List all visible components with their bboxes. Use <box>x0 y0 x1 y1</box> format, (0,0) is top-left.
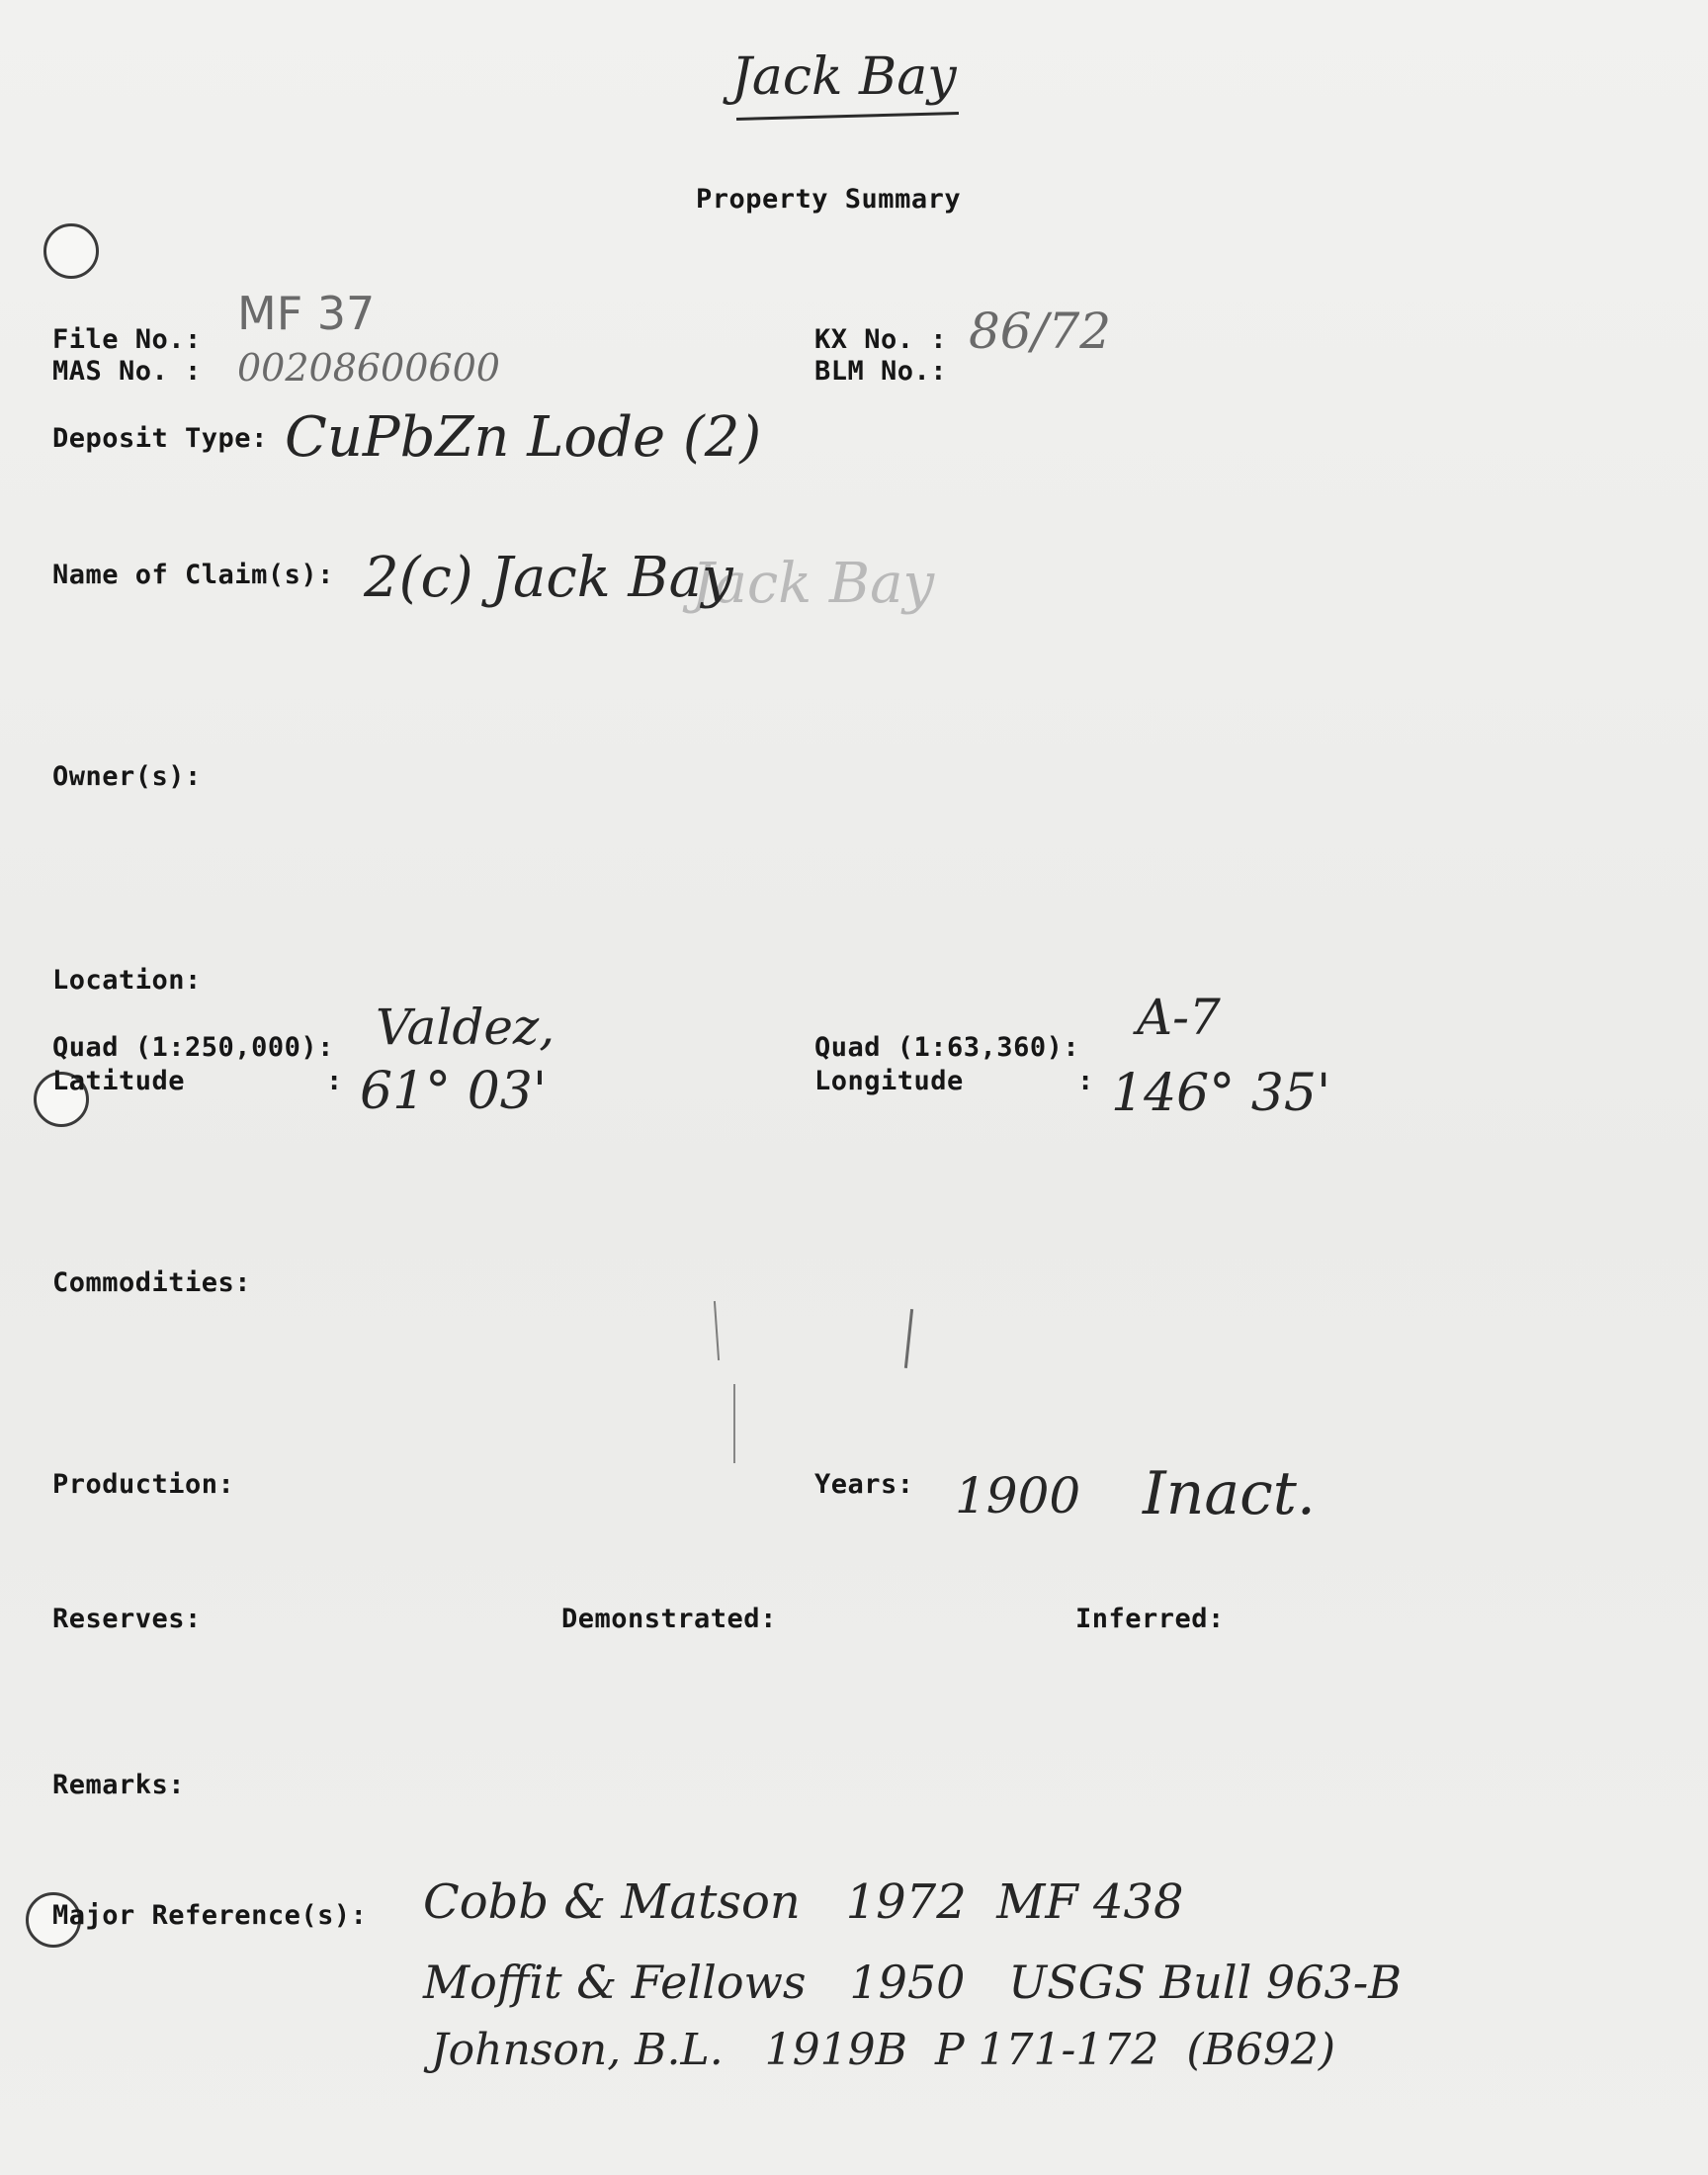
blm-no-label: BLM No.: <box>814 356 948 387</box>
scan-streak <box>904 1309 913 1368</box>
years-value-status: Inact. <box>1143 1459 1316 1528</box>
reference-line: Moffit & Fellows 1950 USGS Bull 963-B <box>423 1956 1403 2009</box>
mas-no-label: MAS No. : <box>52 356 202 387</box>
latitude-colon: : <box>326 1066 343 1096</box>
claims-faint-value: Jack Bay <box>692 552 935 616</box>
longitude-colon: : <box>1077 1066 1094 1096</box>
scan-streak <box>714 1301 720 1360</box>
years-value-year: 1900 <box>955 1467 1081 1524</box>
file-no-value: MF 37 <box>237 287 376 340</box>
file-no-label: File No.: <box>52 324 202 355</box>
quad-63-value: A-7 <box>1137 989 1221 1046</box>
handwritten-title: Jack Bay <box>731 47 957 107</box>
claims-label: Name of Claim(s): <box>52 560 334 590</box>
commodities-label: Commodities: <box>52 1267 252 1298</box>
location-label: Location: <box>52 965 202 996</box>
claims-value: 2(c) Jack Bay <box>364 546 733 610</box>
quad-250-label: Quad (1:250,000): <box>52 1032 334 1063</box>
handwritten-title-underline <box>736 112 959 121</box>
reference-line: Johnson, B.L. 1919B P 171-172 (B692) <box>431 2025 1335 2075</box>
latitude-value: 61° 03' <box>360 1062 548 1121</box>
remarks-label: Remarks: <box>52 1770 186 1800</box>
quad-63-label: Quad (1:63,360): <box>814 1032 1080 1063</box>
years-label: Years: <box>814 1469 914 1500</box>
longitude-value: 146° 35' <box>1111 1064 1331 1123</box>
kx-no-value: 86/72 <box>969 303 1112 360</box>
kx-no-label: KX No. : <box>814 324 948 355</box>
demonstrated-label: Demonstrated: <box>561 1604 777 1634</box>
longitude-label: Longitude <box>814 1066 964 1096</box>
production-label: Production: <box>52 1469 235 1500</box>
latitude-label: Latitude <box>52 1066 186 1096</box>
inferred-label: Inferred: <box>1075 1604 1225 1634</box>
reserves-label: Reserves: <box>52 1604 202 1634</box>
mas-no-value: 00208600600 <box>237 346 500 390</box>
binder-hole-top <box>43 223 99 279</box>
page-title: Property Summary <box>696 184 962 215</box>
quad-250-value: Valdez, <box>376 999 555 1056</box>
deposit-type-value: CuPbZn Lode (2) <box>285 405 762 470</box>
references-label: Major Reference(s): <box>52 1900 368 1931</box>
reference-line: Cobb & Matson 1972 MF 438 <box>423 1874 1184 1930</box>
scan-streak <box>733 1384 735 1463</box>
owners-label: Owner(s): <box>52 761 202 792</box>
deposit-type-label: Deposit Type: <box>52 423 268 454</box>
